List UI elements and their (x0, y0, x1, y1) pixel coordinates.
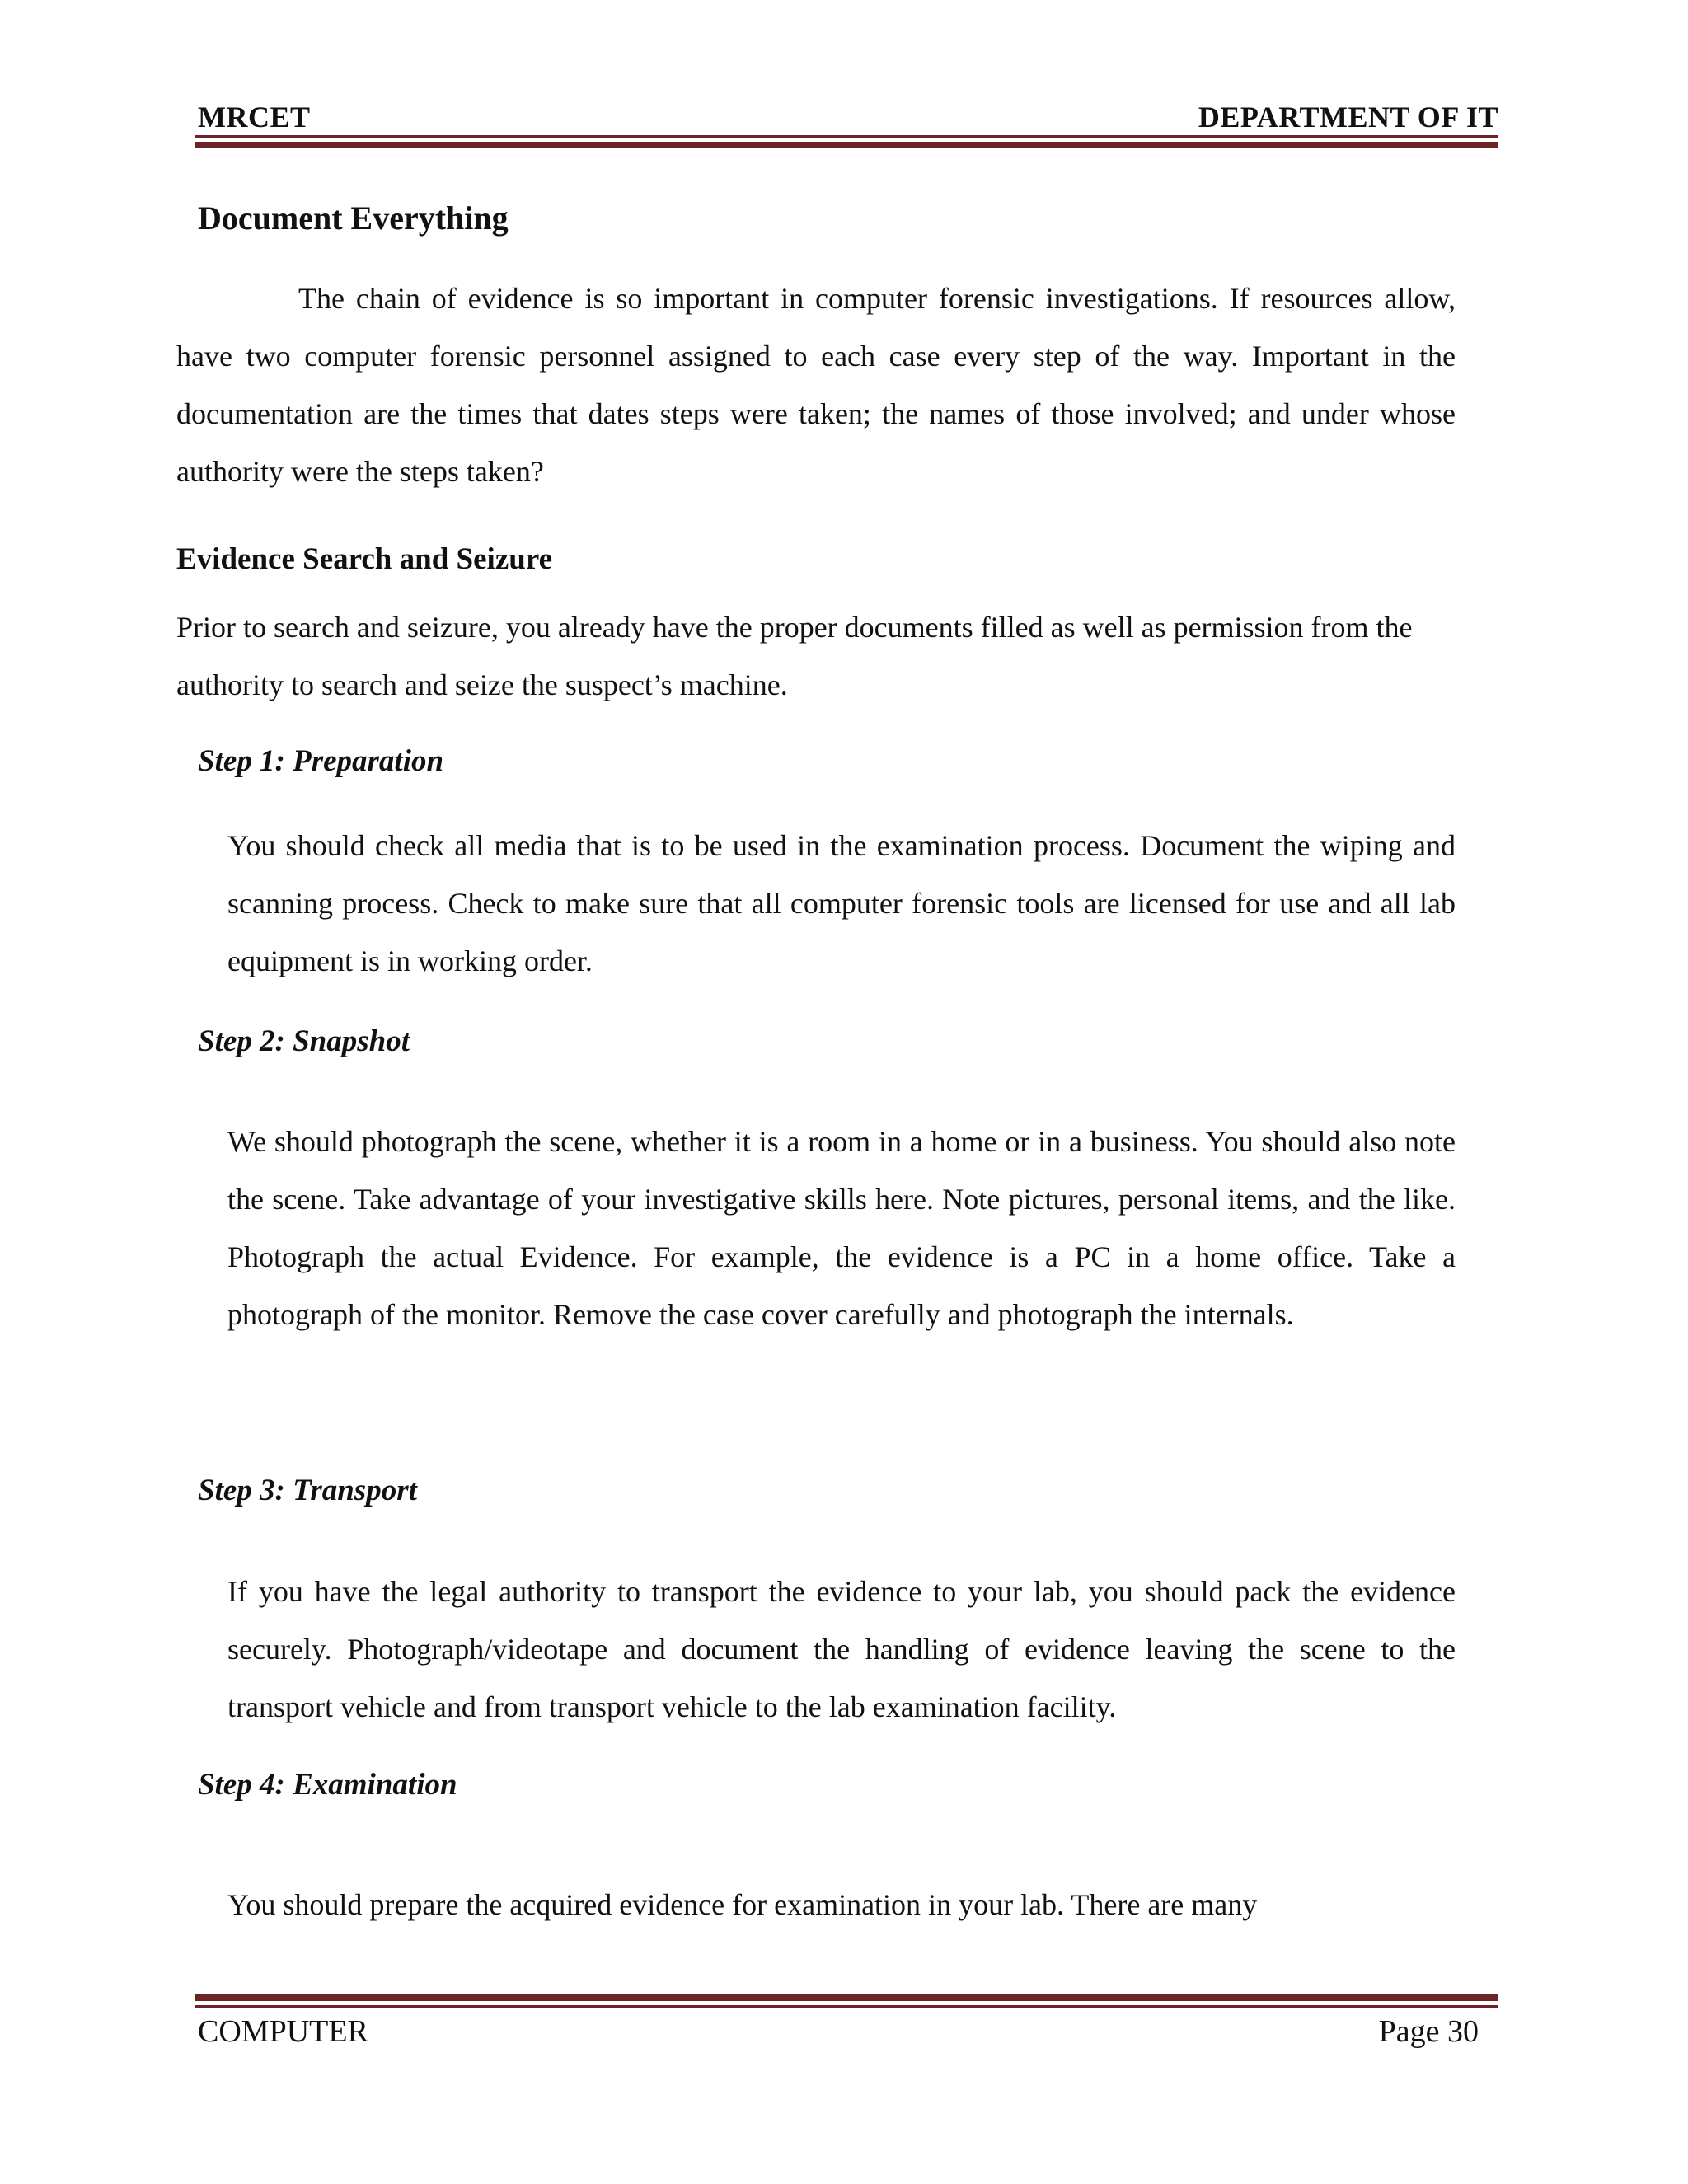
step-paragraph-examination: You should prepare the acquired evidence for examination in your lab. There are many (227, 1888, 1258, 1921)
step-title-examination: Step 4: Examination (198, 1768, 457, 1802)
section-paragraph-search-seizure: Prior to search and seizure, you already have the proper documents filled as well as permission from the authority to search and seize the suspect’s machine. (176, 611, 1413, 701)
step-paragraph-snapshot: We should photograph the scene, whether it is a room in a home or in a business. You should also note the scene. Take advantage of your investigative skills here. Note pictures, personal items, and the like. Photograph the actual Evidence. For example, the evidence is a PC in a home office. Take a photograph of the monitor. Remove the case cover carefully and photograph the internals. (227, 1125, 1456, 1331)
step-paragraph-transport: If you have the legal authority to transport the evidence to your lab, you should pack the evidence securely. Photograph/videotape and document the handling of evidence leaving the scene to the transport vehicle and from transport vehicle to the lab examination facility. (227, 1575, 1456, 1723)
header-department: DEPARTMENT OF IT (1198, 101, 1498, 134)
section-paragraph-document-everything: The chain of evidence is so important in computer forensic investigations. If resources allow, have two computer forensic personnel assigned to each case every step of the way. Important in the documentation are the times that dates steps were taken; the names of those involved; and under whose authority were the steps taken? (176, 282, 1456, 488)
step-title-snapshot: Step 2: Snapshot (198, 1024, 410, 1058)
footer-rule-thick (195, 1994, 1498, 2001)
step-title-preparation: Step 1: Preparation (198, 744, 444, 778)
header-rule-thick (195, 142, 1498, 148)
footer-page-number: Page 30 (1378, 2014, 1479, 2049)
footer-subject: COMPUTER (198, 2014, 368, 2049)
header-institution: MRCET (198, 101, 311, 134)
footer-rule-thin (195, 2005, 1498, 2008)
header-rule-thin (195, 135, 1498, 138)
section-heading-document-everything: Document Everything (198, 199, 509, 237)
step-paragraph-preparation: You should check all media that is to be used in the examination process. Document the wiping and scanning process. Check to make sure that all computer forensic tools are licensed for use and all lab equipment is in working order. (227, 829, 1456, 977)
step-title-transport: Step 3: Transport (198, 1474, 417, 1507)
section-heading-search-seizure: Evidence Search and Seizure (176, 542, 552, 576)
